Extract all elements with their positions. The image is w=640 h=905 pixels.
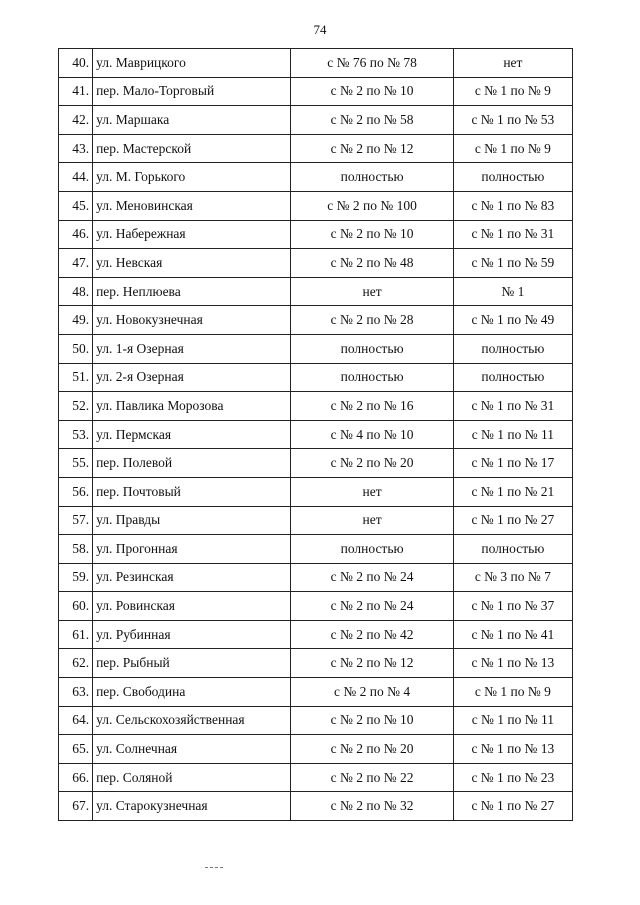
even-houses: с № 2 по № 12 bbox=[291, 649, 453, 678]
table-row bbox=[59, 735, 573, 764]
even-houses: с № 2 по № 12 bbox=[291, 134, 453, 163]
street-name: пер. Соляной bbox=[93, 763, 291, 792]
odd-houses: с № 1 по № 13 bbox=[453, 649, 572, 678]
odd-houses: полностью bbox=[453, 363, 572, 392]
even-houses: с № 4 по № 10 bbox=[291, 420, 453, 449]
even-houses: нет bbox=[291, 477, 453, 506]
odd-houses: с № 1 по № 83 bbox=[453, 191, 572, 220]
odd-houses: с № 1 по № 11 bbox=[453, 706, 572, 735]
street-name: пер. Свободина bbox=[93, 678, 291, 707]
row-number: 65. bbox=[59, 735, 93, 764]
street-name: ул. Невская bbox=[93, 249, 291, 278]
streets-table bbox=[58, 48, 573, 821]
street-name: ул. Новокузнечная bbox=[93, 306, 291, 335]
row-number: 45. bbox=[59, 191, 93, 220]
table-row bbox=[59, 449, 573, 478]
even-houses: полностью bbox=[291, 535, 453, 564]
even-houses: с № 2 по № 16 bbox=[291, 392, 453, 421]
even-houses: нет bbox=[291, 277, 453, 306]
street-name: ул. Сельскохозяйственная bbox=[93, 706, 291, 735]
table-row bbox=[59, 678, 573, 707]
even-houses: с № 2 по № 10 bbox=[291, 77, 453, 106]
row-number: 62. bbox=[59, 649, 93, 678]
table-row bbox=[59, 334, 573, 363]
odd-houses: с № 1 по № 17 bbox=[453, 449, 572, 478]
row-number: 40. bbox=[59, 49, 93, 78]
footer-mark bbox=[205, 867, 223, 868]
odd-houses: № 1 bbox=[453, 277, 572, 306]
odd-houses: с № 1 по № 31 bbox=[453, 220, 572, 249]
odd-houses: с № 1 по № 41 bbox=[453, 620, 572, 649]
street-name: пер. Мало-Торговый bbox=[93, 77, 291, 106]
table-row bbox=[59, 649, 573, 678]
odd-houses: с № 1 по № 59 bbox=[453, 249, 572, 278]
table-row bbox=[59, 191, 573, 220]
table-row bbox=[59, 535, 573, 564]
row-number: 50. bbox=[59, 334, 93, 363]
street-name: ул. М. Горького bbox=[93, 163, 291, 192]
odd-houses: нет bbox=[453, 49, 572, 78]
row-number: 67. bbox=[59, 792, 93, 821]
odd-houses: с № 1 по № 11 bbox=[453, 420, 572, 449]
table-row bbox=[59, 134, 573, 163]
street-name: пер. Мастерской bbox=[93, 134, 291, 163]
odd-houses: полностью bbox=[453, 535, 572, 564]
table-row bbox=[59, 220, 573, 249]
street-name: пер. Почтовый bbox=[93, 477, 291, 506]
row-number: 49. bbox=[59, 306, 93, 335]
odd-houses: с № 1 по № 21 bbox=[453, 477, 572, 506]
table-row bbox=[59, 163, 573, 192]
street-name: ул. Рубинная bbox=[93, 620, 291, 649]
table-row bbox=[59, 306, 573, 335]
odd-houses: с № 1 по № 31 bbox=[453, 392, 572, 421]
even-houses: с № 2 по № 28 bbox=[291, 306, 453, 335]
odd-houses: с № 1 по № 27 bbox=[453, 792, 572, 821]
even-houses: полностью bbox=[291, 334, 453, 363]
row-number: 51. bbox=[59, 363, 93, 392]
even-houses: с № 2 по № 20 bbox=[291, 449, 453, 478]
table-row bbox=[59, 592, 573, 621]
odd-houses: с № 1 по № 9 bbox=[453, 134, 572, 163]
street-name: ул. 1-я Озерная bbox=[93, 334, 291, 363]
even-houses: с № 2 по № 4 bbox=[291, 678, 453, 707]
odd-houses: с № 1 по № 53 bbox=[453, 106, 572, 135]
street-name: ул. Правды bbox=[93, 506, 291, 535]
table-row bbox=[59, 363, 573, 392]
odd-houses: с № 1 по № 13 bbox=[453, 735, 572, 764]
row-number: 52. bbox=[59, 392, 93, 421]
street-name: ул. Меновинская bbox=[93, 191, 291, 220]
odd-houses: с № 1 по № 9 bbox=[453, 678, 572, 707]
odd-houses: с № 1 по № 49 bbox=[453, 306, 572, 335]
even-houses: с № 2 по № 24 bbox=[291, 563, 453, 592]
table-row bbox=[59, 420, 573, 449]
street-name: ул. Солнечная bbox=[93, 735, 291, 764]
even-houses: с № 2 по № 20 bbox=[291, 735, 453, 764]
row-number: 60. bbox=[59, 592, 93, 621]
street-name: пер. Рыбный bbox=[93, 649, 291, 678]
even-houses: с № 2 по № 100 bbox=[291, 191, 453, 220]
street-name: ул. Ровинская bbox=[93, 592, 291, 621]
row-number: 42. bbox=[59, 106, 93, 135]
table-row bbox=[59, 477, 573, 506]
row-number: 44. bbox=[59, 163, 93, 192]
even-houses: с № 2 по № 10 bbox=[291, 220, 453, 249]
table-row bbox=[59, 620, 573, 649]
row-number: 61. bbox=[59, 620, 93, 649]
even-houses: с № 2 по № 42 bbox=[291, 620, 453, 649]
street-name: ул. Прогонная bbox=[93, 535, 291, 564]
odd-houses: полностью bbox=[453, 163, 572, 192]
table-row bbox=[59, 763, 573, 792]
row-number: 57. bbox=[59, 506, 93, 535]
row-number: 59. bbox=[59, 563, 93, 592]
page-number: 74 bbox=[313, 22, 327, 37]
table-row bbox=[59, 106, 573, 135]
street-name: ул. Резинская bbox=[93, 563, 291, 592]
even-houses: с № 2 по № 24 bbox=[291, 592, 453, 621]
even-houses: с № 76 по № 78 bbox=[291, 49, 453, 78]
even-houses: полностью bbox=[291, 363, 453, 392]
table-row bbox=[59, 277, 573, 306]
table-row bbox=[59, 49, 573, 78]
table-row bbox=[59, 77, 573, 106]
odd-houses: с № 1 по № 27 bbox=[453, 506, 572, 535]
even-houses: полностью bbox=[291, 163, 453, 192]
even-houses: с № 2 по № 10 bbox=[291, 706, 453, 735]
row-number: 41. bbox=[59, 77, 93, 106]
odd-houses: с № 1 по № 9 bbox=[453, 77, 572, 106]
row-number: 66. bbox=[59, 763, 93, 792]
street-name: ул. 2-я Озерная bbox=[93, 363, 291, 392]
odd-houses: с № 1 по № 23 bbox=[453, 763, 572, 792]
row-number: 58. bbox=[59, 535, 93, 564]
even-houses: с № 2 по № 22 bbox=[291, 763, 453, 792]
even-houses: с № 2 по № 48 bbox=[291, 249, 453, 278]
row-number: 53. bbox=[59, 420, 93, 449]
table-row bbox=[59, 506, 573, 535]
table-row bbox=[59, 563, 573, 592]
street-name: ул. Маврицкого bbox=[93, 49, 291, 78]
even-houses: нет bbox=[291, 506, 453, 535]
row-number: 63. bbox=[59, 678, 93, 707]
table-row bbox=[59, 249, 573, 278]
table-row bbox=[59, 792, 573, 821]
street-name: ул. Пермская bbox=[93, 420, 291, 449]
row-number: 56. bbox=[59, 477, 93, 506]
street-name: ул. Старокузнечная bbox=[93, 792, 291, 821]
row-number: 55. bbox=[59, 449, 93, 478]
streets-table-body bbox=[59, 49, 573, 821]
row-number: 48. bbox=[59, 277, 93, 306]
street-name: ул. Набережная bbox=[93, 220, 291, 249]
odd-houses: с № 1 по № 37 bbox=[453, 592, 572, 621]
row-number: 47. bbox=[59, 249, 93, 278]
street-name: пер. Неплюева bbox=[93, 277, 291, 306]
even-houses: с № 2 по № 32 bbox=[291, 792, 453, 821]
street-name: ул. Маршака bbox=[93, 106, 291, 135]
row-number: 43. bbox=[59, 134, 93, 163]
street-name: ул. Павлика Морозова bbox=[93, 392, 291, 421]
street-name: пер. Полевой bbox=[93, 449, 291, 478]
odd-houses: с № 3 по № 7 bbox=[453, 563, 572, 592]
odd-houses: полностью bbox=[453, 334, 572, 363]
row-number: 46. bbox=[59, 220, 93, 249]
table-row bbox=[59, 706, 573, 735]
row-number: 64. bbox=[59, 706, 93, 735]
table-row bbox=[59, 392, 573, 421]
even-houses: с № 2 по № 58 bbox=[291, 106, 453, 135]
